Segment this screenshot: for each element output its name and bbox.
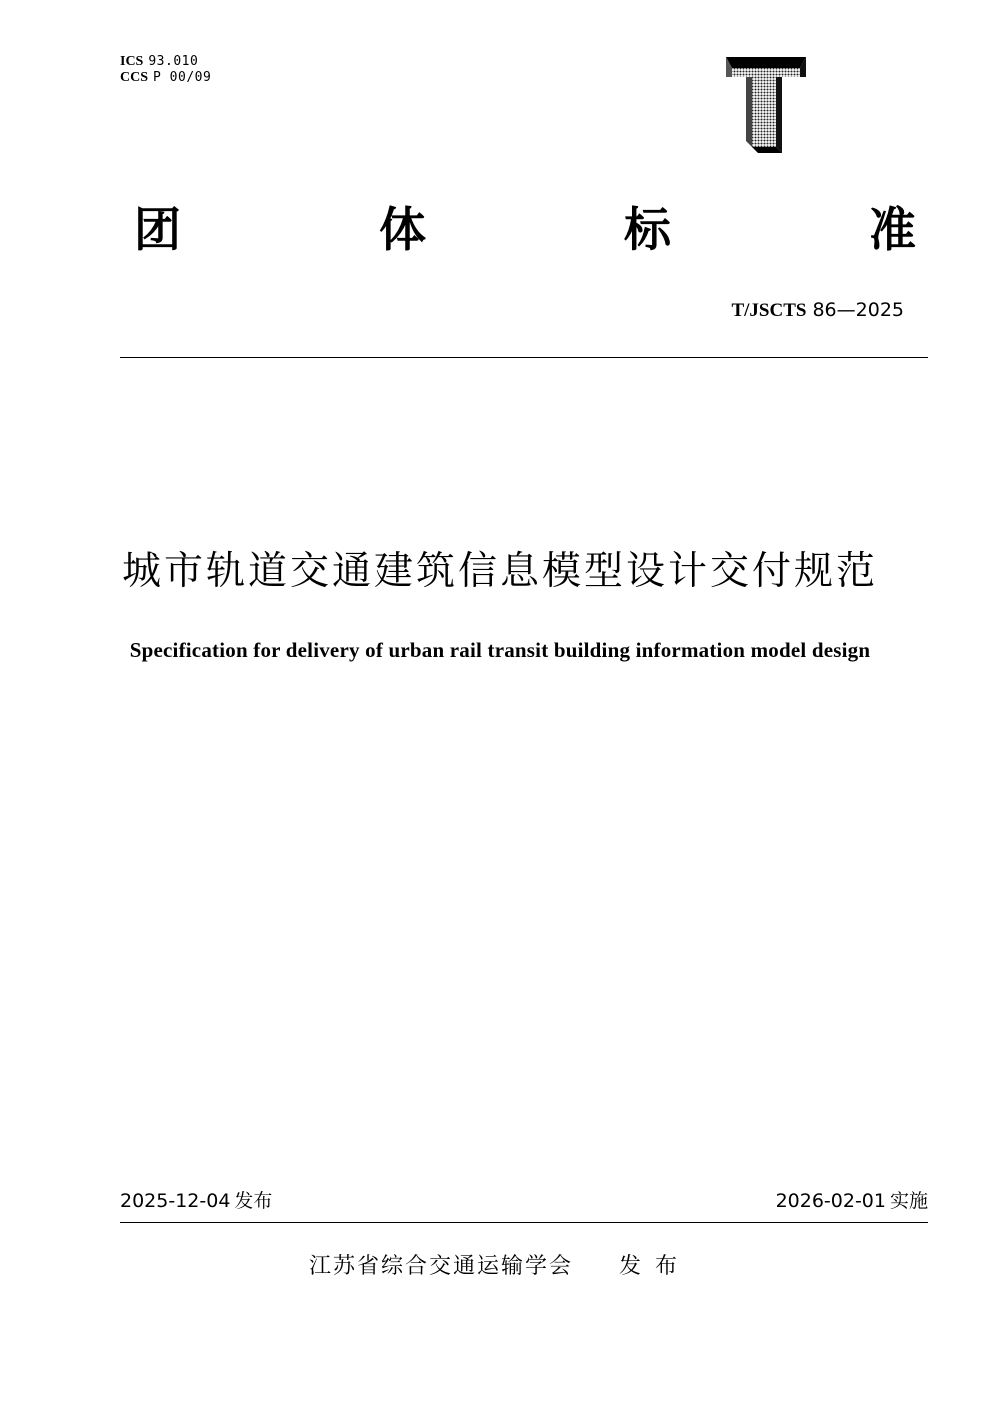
ics-value: 93.010 [148,54,199,69]
ccs-label: CCS [120,70,149,85]
footer-divider [120,1222,928,1223]
header-divider [120,357,928,358]
doc-type-char: 体 [379,203,426,258]
doc-type-char: 团 [134,203,181,258]
document-type-heading [134,203,916,259]
standard-type-T-logo [724,55,808,155]
standard-number-prefix: T/JSCTS [731,300,807,321]
publisher [0,1252,1000,1282]
ccs-code [120,68,211,84]
implementation-date-action: 实施 [889,1190,928,1212]
implementation-date [776,1188,928,1214]
publisher-org: 江苏省综合交通运输学会 [308,1254,573,1279]
ics-code [120,52,211,68]
classification-codes [120,52,211,84]
issue-date [120,1188,272,1214]
issue-date-action: 发布 [234,1190,273,1212]
standard-number-value: 86—2025 [812,299,904,321]
title-english: Specification for delivery of urban rail transit building information model design [129,638,871,662]
publisher-action: 发布 [619,1254,692,1279]
standard-number [731,298,904,323]
ccs-value: P 00/09 [153,70,212,85]
doc-type-char: 标 [624,203,671,258]
issue-date-value: 2025-12-04 [120,1190,231,1212]
ics-label: ICS [120,54,144,69]
doc-type-char: 准 [869,203,916,258]
implementation-date-value: 2026-02-01 [775,1190,886,1212]
title-chinese: 城市轨道交通建筑信息模型设计交付规范 [121,549,878,594]
